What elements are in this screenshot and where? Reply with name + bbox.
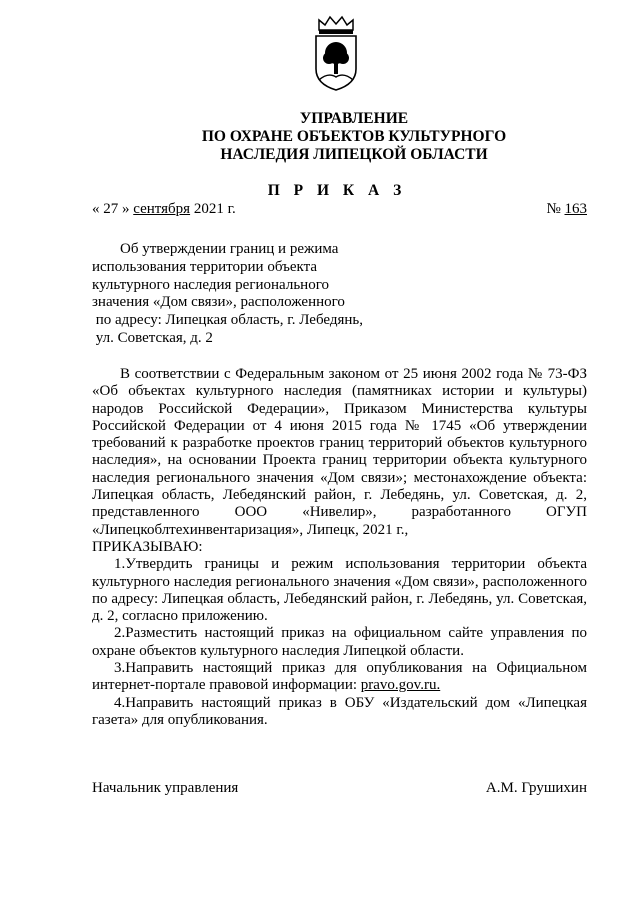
order-body [92,366,587,729]
header-line-1: УПРАВЛЕНИЕ [299,110,409,127]
item-3: 3.Направить настоящий приказ для опубликования на Официальном интернет-портале правовой информации: pravo.gov.ru. [92,660,587,694]
item-4: 4.Направить настоящий приказ в ОБУ «Издательский дом «Липецкая газета» для опубликования. [92,694,587,728]
date-day: « 27 » [92,201,130,217]
order-number: № 163 [546,201,587,217]
document-title: П Р И К А З [267,182,407,199]
header-line-3: НАСЛЕДИЯ ЛИПЕЦКОЙ ОБЛАСТИ [220,146,488,163]
subject-line: использования территории объекта [92,258,317,275]
intro-paragraph: В соответствии с Федеральным законом от 25 июня 2002 года № 73-ФЗ «Об объектах культурного наследия (памятниках истории и культуры) народов Российской Федерации», Приказом Министерства культуры Российской Федерации от 4 июня 2015 года № 1745 «Об утверждении требований к разработке проектов границ территорий объектов культурного наследия», на основании Проекта границ территории объекта культурного наследия регионального значения «Дом связи»; местонахождение объекта: Липецкая область, Лебедянский район, г. Лебедянь, ул. Советская, д. 2, представленного ООО «Нивелир», разработанного ОГУП «Липецкоблтехинвентаризация», Липецк, 2021 г., [92,366,587,538]
subject-line: Об утверждении границ и режима [120,241,339,257]
date-year: 2021 г. [193,201,236,217]
date-month: сентября [133,201,191,217]
agency-header [0,110,640,164]
item-1: 1.Утвердить границы и режим использования территории объекта культурного наследия регионального значения «Дом связи», расположенного по адресу: Липецкая область, Лебедянский район, г. Лебедянь, ул. Советская, д. 2, согласно приложению. [92,556,587,625]
subject-line: по адресу: Липецкая область, г. Лебедянь, [92,312,363,329]
date-line [92,201,587,218]
signer-position: Начальник управления [92,780,239,796]
signature-block [92,780,587,797]
item-2: 2.Разместить настоящий приказ на официальном сайте управления по охране объектов культурного наследия Липецкой области. [92,625,587,659]
order-subject [92,241,412,348]
subject-line: значения «Дом связи», расположенного [92,294,345,311]
order-word: ПРИКАЗЫВАЮ: [92,538,203,555]
signer-name: А.М. Грушихин [485,780,587,796]
subject-line: культурного наследия регионального [92,276,329,293]
pravo-link[interactable]: pravo.gov.ru. [360,677,441,694]
subject-line: ул. Советская, д. 2 [92,329,213,346]
header-line-2: ПО ОХРАНЕ ОБЪЕКТОВ КУЛЬТУРНОГО [201,128,507,145]
coat-of-arms-icon [311,14,361,92]
